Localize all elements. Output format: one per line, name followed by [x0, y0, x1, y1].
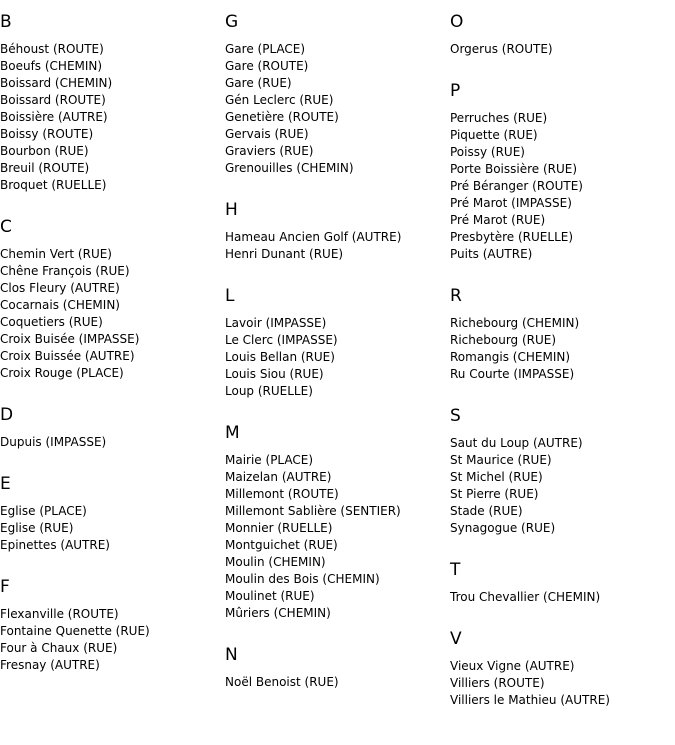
- street-list-item: [450, 435, 675, 452]
- street-link[interactable]: Graviers (RUE): [225, 144, 314, 158]
- street-link[interactable]: Piquette (RUE): [450, 128, 538, 142]
- street-link[interactable]: Boissy (ROUTE): [0, 127, 94, 141]
- letter-group: [0, 473, 225, 554]
- street-list: [0, 434, 225, 451]
- letter-group: [225, 422, 450, 622]
- street-list: [450, 41, 675, 58]
- street-link[interactable]: Monnier (RUELLE): [225, 521, 333, 535]
- street-list-item: [450, 520, 675, 537]
- street-link[interactable]: Romangis (CHEMIN): [450, 350, 571, 364]
- street-link[interactable]: Eglise (PLACE): [0, 504, 87, 518]
- street-link[interactable]: Croix Buisée (IMPASSE): [0, 332, 140, 346]
- street-link[interactable]: Gare (RUE): [225, 76, 292, 90]
- street-list-item: [0, 109, 225, 126]
- street-list-item: [225, 605, 450, 622]
- street-link[interactable]: Pré Marot (IMPASSE): [450, 196, 572, 210]
- street-list-item: [0, 365, 225, 382]
- letter-heading: B: [0, 12, 12, 32]
- letter-heading: M: [225, 423, 240, 443]
- letter-group: [225, 199, 450, 263]
- letter-heading: S: [450, 406, 461, 426]
- index-column: [450, 11, 675, 731]
- street-list: [0, 503, 225, 554]
- street-link[interactable]: Presbytère (RUELLE): [450, 230, 574, 244]
- street-list-item: [225, 554, 450, 571]
- street-list: [450, 658, 675, 709]
- letter-heading: L: [225, 286, 235, 306]
- street-link[interactable]: Boissard (CHEMIN): [0, 76, 113, 90]
- street-link[interactable]: Gervais (RUE): [225, 127, 309, 141]
- street-link[interactable]: Croix Rouge (PLACE): [0, 366, 124, 380]
- letter-group: [450, 11, 675, 58]
- street-list-item: [450, 675, 675, 692]
- letter-heading: R: [450, 286, 462, 306]
- street-link[interactable]: Richebourg (CHEMIN): [450, 316, 580, 330]
- street-link[interactable]: Saut du Loup (AUTRE): [450, 436, 583, 450]
- street-link[interactable]: Millemont Sablière (SENTIER): [225, 504, 401, 518]
- street-list-item: [450, 110, 675, 127]
- street-link[interactable]: Boissière (AUTRE): [0, 110, 108, 124]
- street-list: [450, 110, 675, 263]
- street-link[interactable]: St Maurice (RUE): [450, 453, 552, 467]
- street-list-item: [0, 126, 225, 143]
- street-list-item: [0, 348, 225, 365]
- street-link[interactable]: Stade (RUE): [450, 504, 523, 518]
- street-list-item: [225, 537, 450, 554]
- street-link[interactable]: Mûriers (CHEMIN): [225, 606, 331, 620]
- street-list-item: [450, 246, 675, 263]
- street-list-item: [450, 315, 675, 332]
- street-list-item: [225, 520, 450, 537]
- street-list-item: [0, 41, 225, 58]
- street-list-item: [0, 143, 225, 160]
- street-list-item: [0, 177, 225, 194]
- street-link[interactable]: Chemin Vert (RUE): [0, 247, 112, 261]
- street-link[interactable]: Lavoir (IMPASSE): [225, 316, 327, 330]
- street-list-item: [450, 349, 675, 366]
- street-link[interactable]: Clos Fleury (AUTRE): [0, 281, 120, 295]
- street-list-item: [225, 109, 450, 126]
- street-link[interactable]: Fresnay (AUTRE): [0, 658, 100, 672]
- letter-group: [450, 285, 675, 383]
- street-link[interactable]: Boissard (ROUTE): [0, 93, 106, 107]
- street-link[interactable]: Coquetiers (RUE): [0, 315, 103, 329]
- street-link[interactable]: Four à Chaux (RUE): [0, 641, 118, 655]
- street-link[interactable]: Orgerus (ROUTE): [450, 42, 553, 56]
- street-link[interactable]: Fontaine Quenette (RUE): [0, 624, 150, 638]
- street-list: [450, 589, 675, 606]
- street-list-item: [0, 520, 225, 537]
- letter-group: [450, 405, 675, 537]
- street-list-item: [0, 623, 225, 640]
- street-list-item: [225, 486, 450, 503]
- street-link[interactable]: Cocarnais (CHEMIN): [0, 298, 120, 312]
- street-link[interactable]: Richebourg (RUE): [450, 333, 557, 347]
- street-link[interactable]: Hameau Ancien Golf (AUTRE): [225, 230, 402, 244]
- street-list-item: [225, 674, 450, 691]
- street-link[interactable]: Eglise (RUE): [0, 521, 74, 535]
- street-list: [225, 674, 450, 691]
- street-link[interactable]: Louis Siou (RUE): [225, 367, 324, 381]
- street-link[interactable]: Vieux Vigne (AUTRE): [450, 659, 575, 673]
- letter-group: [450, 628, 675, 709]
- street-link[interactable]: Trou Chevallier (CHEMIN): [450, 590, 601, 604]
- street-link[interactable]: Breuil (ROUTE): [0, 161, 90, 175]
- street-link[interactable]: Millemont (ROUTE): [225, 487, 339, 501]
- letter-heading: N: [225, 645, 238, 665]
- street-link[interactable]: Maizelan (AUTRE): [225, 470, 332, 484]
- street-list-item: [0, 160, 225, 177]
- street-list-item: [225, 92, 450, 109]
- letter-group: [225, 11, 450, 177]
- street-list-item: [0, 503, 225, 520]
- street-link[interactable]: Moulin des Bois (CHEMIN): [225, 572, 380, 586]
- street-link[interactable]: Porte Boissière (RUE): [450, 162, 578, 176]
- street-list-item: [0, 280, 225, 297]
- street-list-item: [0, 92, 225, 109]
- street-list-item: [450, 178, 675, 195]
- letter-heading: E: [0, 474, 11, 494]
- street-list-item: [0, 246, 225, 263]
- street-list-item: [225, 75, 450, 92]
- letter-group: [0, 404, 225, 451]
- street-list-item: [450, 161, 675, 178]
- street-list-item: [0, 537, 225, 554]
- street-list-item: [225, 229, 450, 246]
- street-list-item: [0, 58, 225, 75]
- street-link[interactable]: Gare (PLACE): [225, 42, 306, 56]
- street-link[interactable]: Genetière (ROUTE): [225, 110, 339, 124]
- street-list-item: [450, 452, 675, 469]
- street-link[interactable]: Mairie (PLACE): [225, 453, 314, 467]
- street-link[interactable]: Synagogue (RUE): [450, 521, 556, 535]
- street-link[interactable]: Béhoust (ROUTE): [0, 42, 104, 56]
- street-list-item: [450, 658, 675, 675]
- street-link[interactable]: Le Clerc (IMPASSE): [225, 333, 338, 347]
- letter-heading: G: [225, 12, 239, 32]
- street-list-item: [225, 503, 450, 520]
- street-list-item: [225, 452, 450, 469]
- street-link[interactable]: Broquet (RUELLE): [0, 178, 107, 192]
- street-list-item: [225, 41, 450, 58]
- street-link[interactable]: St Michel (RUE): [450, 470, 543, 484]
- street-list-item: [450, 212, 675, 229]
- street-link[interactable]: Noël Benoist (RUE): [225, 675, 339, 689]
- street-link[interactable]: Puits (AUTRE): [450, 247, 533, 261]
- letter-group: [0, 576, 225, 674]
- street-list-item: [0, 331, 225, 348]
- street-list-item: [450, 127, 675, 144]
- street-link[interactable]: Villiers (ROUTE): [450, 676, 545, 690]
- street-list-item: [450, 692, 675, 709]
- street-link[interactable]: Villiers le Mathieu (AUTRE): [450, 693, 610, 707]
- street-list-item: [225, 366, 450, 383]
- letter-heading: F: [0, 577, 10, 597]
- street-list-item: [225, 349, 450, 366]
- street-list-item: [0, 263, 225, 280]
- street-list: [450, 315, 675, 383]
- street-link[interactable]: Chêne François (RUE): [0, 264, 130, 278]
- street-link[interactable]: Henri Dunant (RUE): [225, 247, 344, 261]
- letter-group: [450, 80, 675, 263]
- street-link[interactable]: Ru Courte (IMPASSE): [450, 367, 575, 381]
- index-column: [225, 11, 450, 713]
- letter-group: [225, 644, 450, 691]
- street-list: [0, 606, 225, 674]
- letter-heading: V: [450, 629, 462, 649]
- street-link[interactable]: Loup (RUELLE): [225, 384, 313, 398]
- index-column: [0, 11, 225, 696]
- street-link[interactable]: Perruches (RUE): [450, 111, 548, 125]
- street-list: [225, 229, 450, 263]
- street-list-item: [225, 383, 450, 400]
- street-list-item: [450, 195, 675, 212]
- street-list: [225, 452, 450, 622]
- street-list-item: [225, 315, 450, 332]
- letter-heading: D: [0, 405, 14, 425]
- letter-heading: T: [450, 560, 461, 580]
- street-list-item: [450, 229, 675, 246]
- street-list-item: [450, 469, 675, 486]
- street-link[interactable]: Pré Béranger (ROUTE): [450, 179, 583, 193]
- street-link[interactable]: Dupuis (IMPASSE): [0, 435, 107, 449]
- street-list-item: [0, 314, 225, 331]
- letter-group: [0, 216, 225, 382]
- street-list-item: [225, 246, 450, 263]
- street-link[interactable]: Pré Marot (RUE): [450, 213, 546, 227]
- letter-heading: P: [450, 81, 461, 101]
- street-list: [0, 246, 225, 382]
- street-link[interactable]: Bourbon (RUE): [0, 144, 89, 158]
- street-list-item: [450, 332, 675, 349]
- street-list-item: [225, 571, 450, 588]
- street-link[interactable]: Flexanville (ROUTE): [0, 607, 119, 621]
- street-list-item: [450, 589, 675, 606]
- street-link[interactable]: Croix Buissée (AUTRE): [0, 349, 135, 363]
- street-list-item: [225, 58, 450, 75]
- street-list-item: [450, 41, 675, 58]
- street-list-item: [450, 486, 675, 503]
- street-list-item: [0, 606, 225, 623]
- letter-group: [225, 285, 450, 400]
- letter-heading: H: [225, 200, 238, 220]
- letter-heading: O: [450, 12, 464, 32]
- street-list-item: [450, 503, 675, 520]
- street-list: [0, 41, 225, 194]
- letter-heading: C: [0, 217, 12, 237]
- street-list-item: [225, 588, 450, 605]
- street-list-item: [0, 297, 225, 314]
- letter-group: [0, 11, 225, 194]
- street-link[interactable]: St Pierre (RUE): [450, 487, 539, 501]
- street-link[interactable]: Epinettes (AUTRE): [0, 538, 110, 552]
- street-list-item: [225, 160, 450, 177]
- street-link[interactable]: Montguichet (RUE): [225, 538, 338, 552]
- street-link[interactable]: Louis Bellan (RUE): [225, 350, 335, 364]
- street-list-item: [0, 640, 225, 657]
- street-list-item: [0, 75, 225, 92]
- street-list-item: [225, 126, 450, 143]
- street-list-item: [225, 332, 450, 349]
- street-list-item: [0, 657, 225, 674]
- street-list-item: [225, 143, 450, 160]
- street-link[interactable]: Gén Leclerc (RUE): [225, 93, 334, 107]
- street-list: [450, 435, 675, 537]
- street-link[interactable]: Boeufs (CHEMIN): [0, 59, 103, 73]
- street-list: [225, 41, 450, 177]
- street-link[interactable]: Moulinet (RUE): [225, 589, 315, 603]
- street-link[interactable]: Gare (ROUTE): [225, 59, 309, 73]
- street-link[interactable]: Poissy (RUE): [450, 145, 525, 159]
- letter-group: [450, 559, 675, 606]
- street-link[interactable]: Grenouilles (CHEMIN): [225, 161, 354, 175]
- street-list-item: [0, 434, 225, 451]
- street-list-item: [225, 469, 450, 486]
- street-list: [225, 315, 450, 400]
- street-list-item: [450, 144, 675, 161]
- street-list-item: [450, 366, 675, 383]
- street-link[interactable]: Moulin (CHEMIN): [225, 555, 326, 569]
